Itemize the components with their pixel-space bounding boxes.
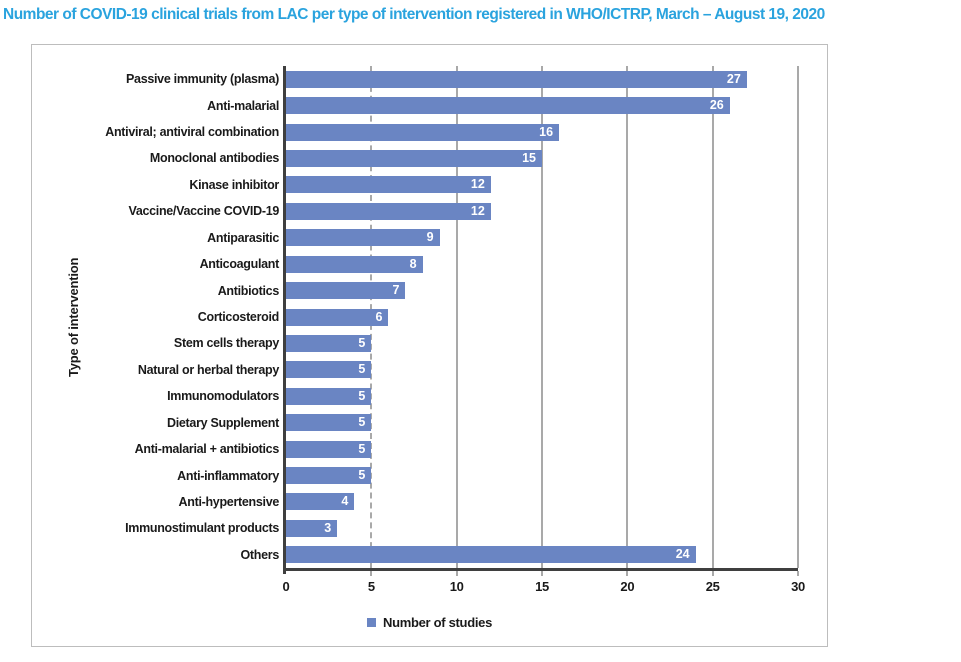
x-tick-label-15: 15 <box>535 579 549 594</box>
chart-row <box>173 330 798 356</box>
x-tick-25 <box>712 571 714 576</box>
chart-row <box>149 145 798 171</box>
bar <box>286 203 491 220</box>
category-label: Antiviral; antiviral combination <box>105 125 279 140</box>
bar-value-label: 9 <box>426 230 434 245</box>
chart-row <box>167 383 798 409</box>
bar-value-label: 5 <box>358 335 366 350</box>
bar <box>286 467 371 484</box>
y-axis-title: Type of intervention <box>66 257 81 377</box>
bar <box>286 520 337 537</box>
category-label: Monoclonal antibodies <box>149 151 279 166</box>
x-tick-label-30: 30 <box>791 579 805 594</box>
bar <box>286 282 405 299</box>
bar-value-label: 5 <box>358 415 366 430</box>
category-label: Immunostimulant products <box>125 521 279 536</box>
bar-value-label: 6 <box>375 309 383 324</box>
x-tick-label-25: 25 <box>705 579 720 594</box>
bar-value-label: 3 <box>324 520 332 535</box>
x-tick-label-0: 0 <box>282 579 290 594</box>
chart-row <box>177 462 798 488</box>
x-tick-5 <box>370 571 372 576</box>
category-label: Anti-inflammatory <box>177 468 279 483</box>
bar-value-label: 12 <box>470 203 485 218</box>
category-label: Passive immunity (plasma) <box>126 72 279 87</box>
chart-row <box>125 515 798 541</box>
category-label: Anticoagulant <box>199 257 279 272</box>
category-label: Kinase inhibitor <box>189 177 279 192</box>
bar-value-label: 5 <box>358 468 366 483</box>
bar <box>286 546 696 563</box>
category-label: Anti-malarial <box>207 98 279 113</box>
legend <box>32 612 827 632</box>
bar <box>286 361 371 378</box>
legend-label: Number of studies <box>382 614 493 630</box>
chart-row <box>217 277 798 303</box>
chart-area <box>31 44 828 647</box>
chart-row <box>240 542 798 568</box>
category-label: Anti-malarial + antibiotics <box>134 442 279 457</box>
category-label: Vaccine/Vaccine COVID-19 <box>128 204 279 219</box>
chart-row <box>207 92 798 118</box>
bar <box>286 441 371 458</box>
bar <box>286 256 423 273</box>
bar <box>286 309 388 326</box>
chart-row <box>105 119 798 145</box>
category-label: Antibiotics <box>217 283 279 298</box>
bar <box>286 71 747 88</box>
bar-value-label: 12 <box>470 177 485 192</box>
chart-row <box>137 357 798 383</box>
x-tick-label-10: 10 <box>449 579 464 594</box>
bar <box>286 97 730 114</box>
bar-value-label: 7 <box>392 283 400 298</box>
bar-value-label: 5 <box>358 362 366 377</box>
x-tick-label-20: 20 <box>620 579 635 594</box>
bar-value-label: 8 <box>409 256 417 271</box>
chart-row <box>128 198 798 224</box>
x-tick-15 <box>541 571 543 576</box>
bar-value-label: 27 <box>726 71 741 86</box>
bar-value-label: 5 <box>358 388 366 403</box>
bar <box>286 414 371 431</box>
category-label: Others <box>240 547 279 562</box>
chart-row <box>197 304 798 330</box>
category-label: Immunomodulators <box>167 389 279 404</box>
chart-row <box>199 251 798 277</box>
category-label: Dietary Supplement <box>167 415 279 430</box>
chart-row <box>178 489 798 515</box>
bar-value-label: 26 <box>709 98 724 113</box>
chart-title: Number of COVID-19 clinical trials from LAC per type of intervention registered in WHO/ICTRP, March – August 19, 2020 <box>3 6 825 23</box>
bar-value-label: 15 <box>522 150 536 165</box>
category-label: Corticosteroid <box>197 310 279 324</box>
bar <box>286 150 542 167</box>
bar <box>286 388 371 405</box>
chart-row <box>167 409 798 435</box>
chart-row <box>126 66 798 92</box>
bar <box>286 176 491 193</box>
x-tick-label-5: 5 <box>367 579 375 594</box>
bar <box>286 493 354 510</box>
x-tick-10 <box>456 571 458 576</box>
x-tick-20 <box>626 571 628 576</box>
legend-swatch-icon <box>367 618 376 627</box>
bar-value-label: 24 <box>675 547 690 562</box>
bar-value-label: 4 <box>341 494 349 509</box>
bar-value-label: 5 <box>358 441 366 456</box>
bar <box>286 229 440 246</box>
chart-row <box>189 172 798 198</box>
category-label: Anti-hypertensive <box>178 494 279 509</box>
bar-rows <box>105 66 798 568</box>
chart-row <box>134 436 798 462</box>
category-label: Stem cells therapy <box>173 336 279 351</box>
category-label: Natural or herbal therapy <box>137 362 279 377</box>
y-axis-line <box>283 66 286 574</box>
bar <box>286 335 371 352</box>
x-tick-30 <box>797 571 799 576</box>
bar-value-label: 16 <box>539 124 554 139</box>
plot-area <box>105 66 805 594</box>
category-label: Antiparasitic <box>207 230 279 245</box>
bar <box>286 124 559 141</box>
chart-row <box>207 225 798 251</box>
